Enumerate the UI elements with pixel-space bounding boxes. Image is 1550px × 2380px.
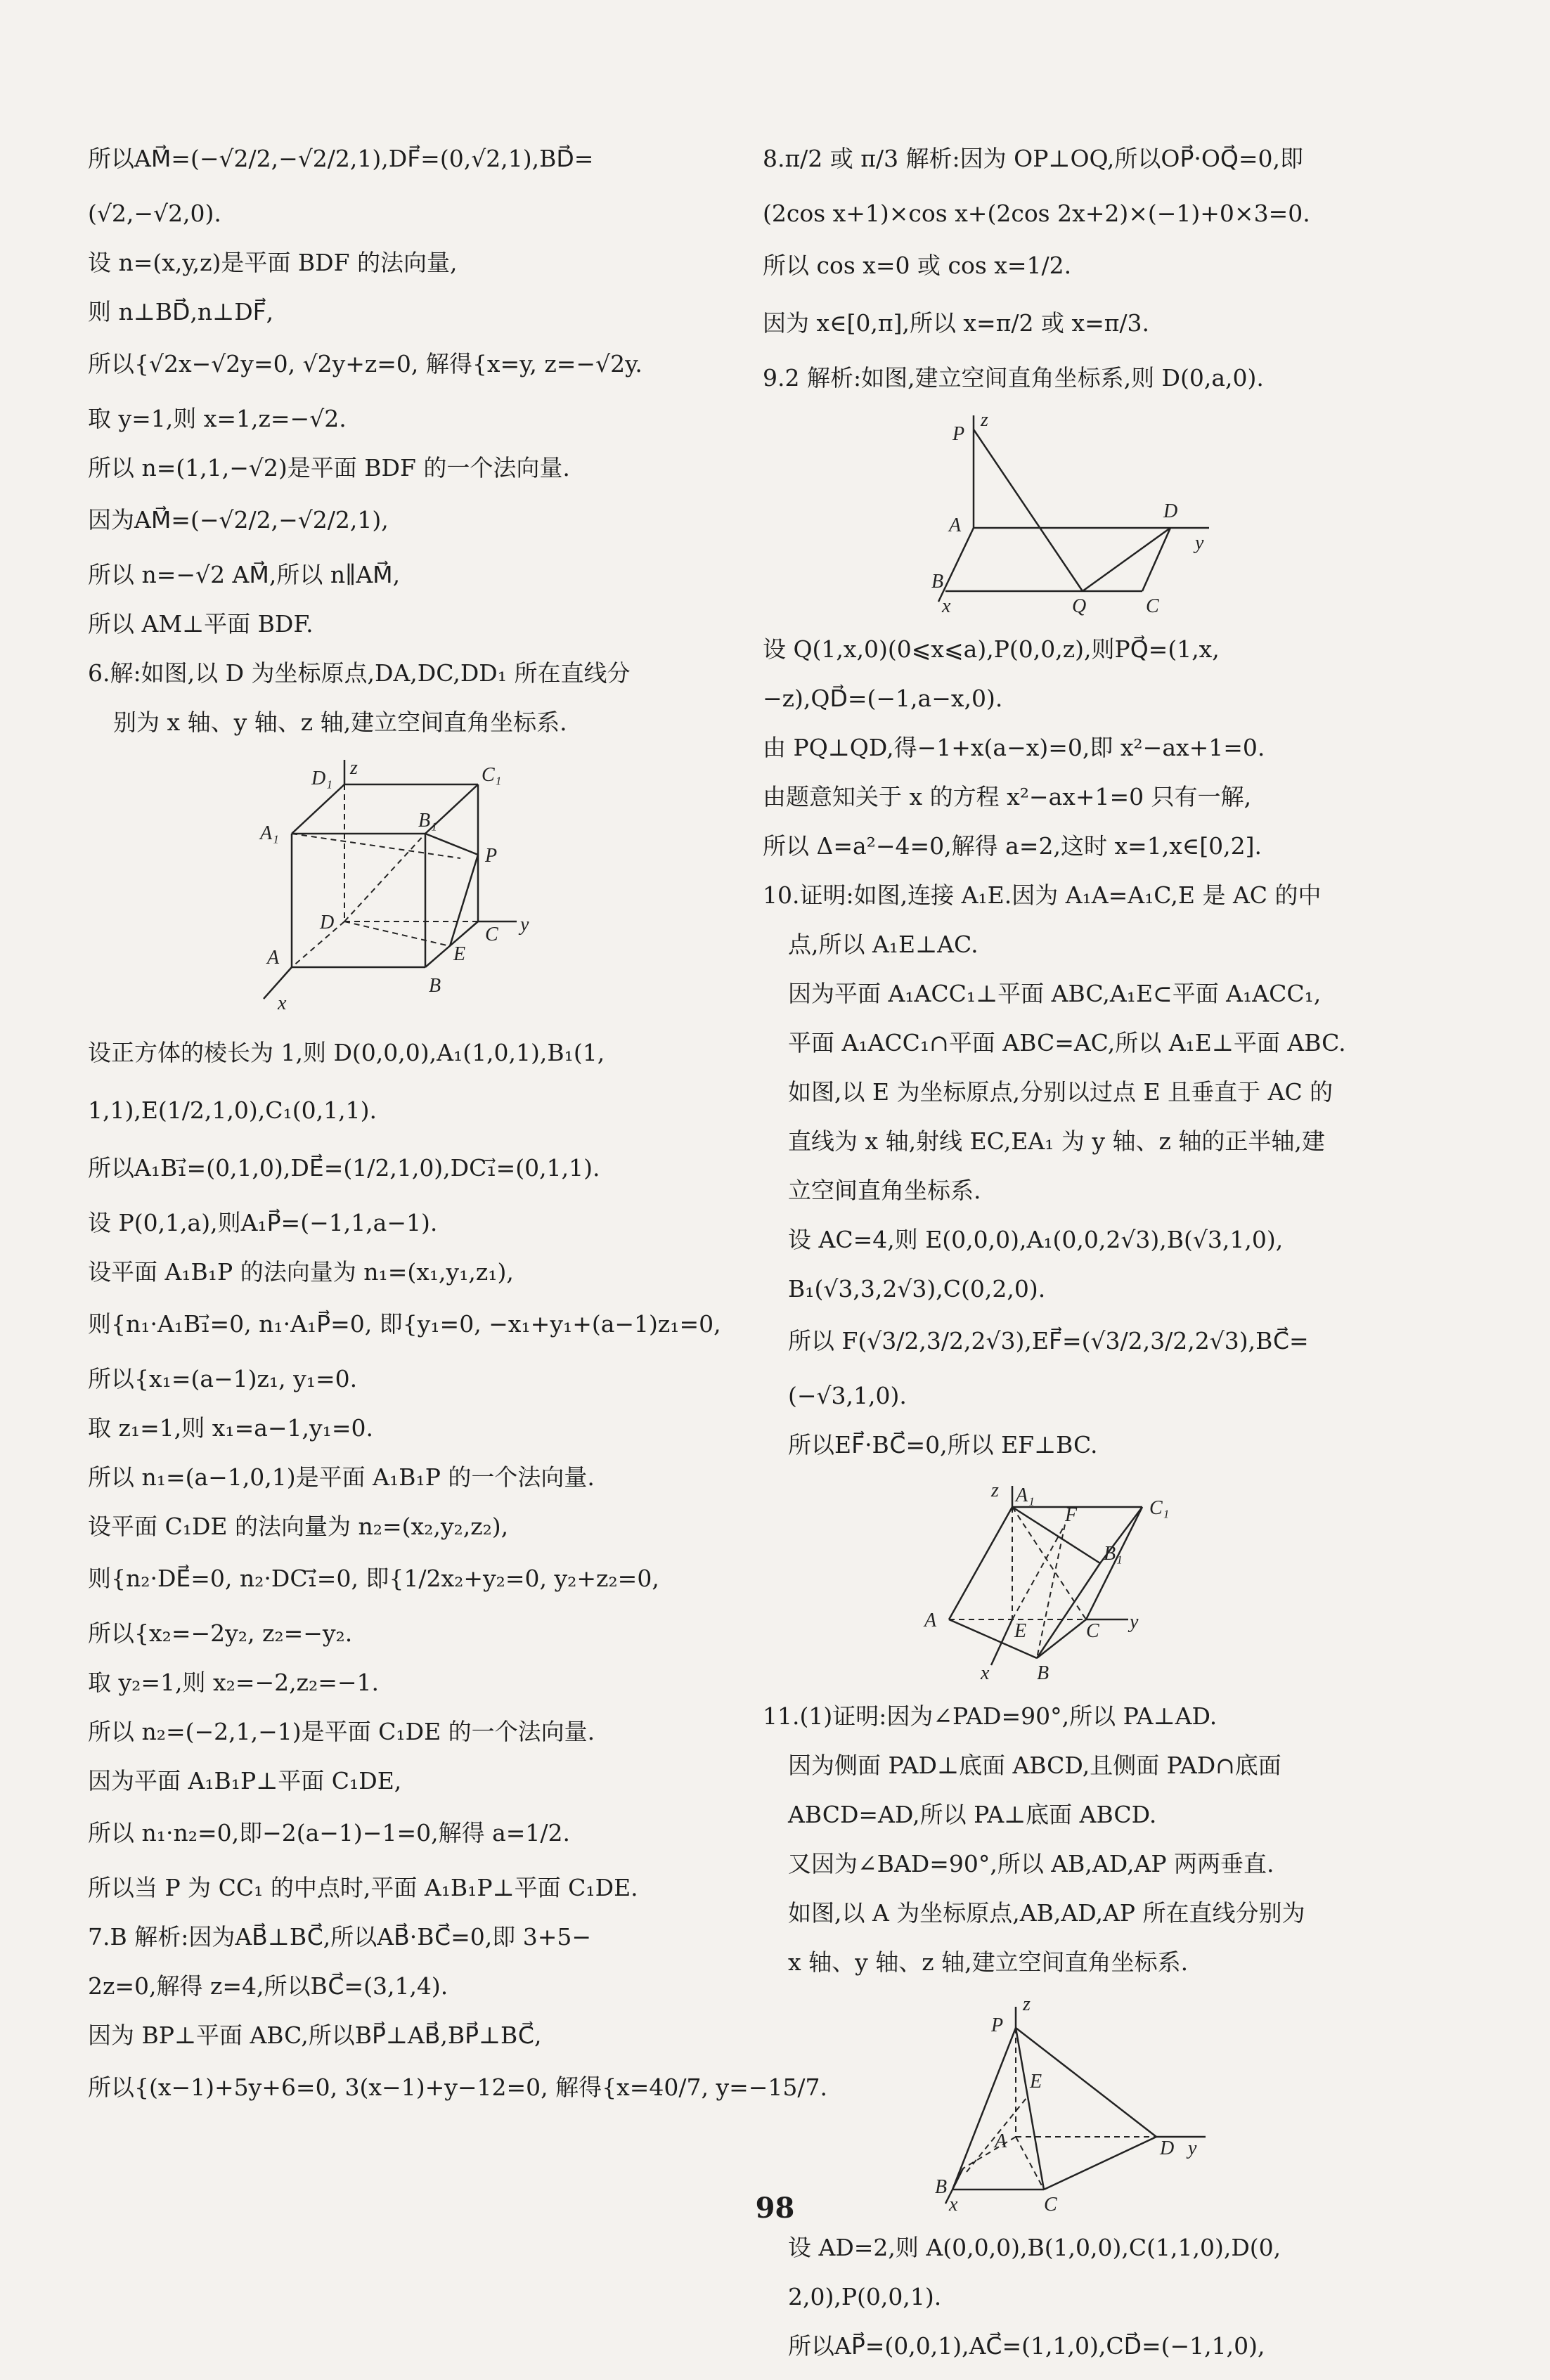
- cube-diagram: [250, 756, 545, 1016]
- text-line: 9.2 解析:如图,建立空间直角坐标系,则 D(0,a,0).: [763, 364, 1264, 392]
- label-A1: A₁: [1016, 1485, 1035, 1506]
- text-line: 设 Q(1,x,0)(0⩽x⩽a),P(0,0,z),则PQ⃗=(1,x,: [763, 635, 1220, 663]
- text-line: B₁(√3,3,2√3),C(0,2,0).: [788, 1275, 1046, 1302]
- text-line: 点,所以 A₁E⊥AC.: [788, 931, 979, 958]
- text-line: 所以 n₂=(−2,1,−1)是平面 C₁DE 的一个法向量.: [88, 1718, 595, 1745]
- text-line: 所以 n₁·n₂=0,即−2(a−1)−1=0,解得 a=1/2.: [88, 1819, 570, 1847]
- label-C: C: [1146, 595, 1159, 617]
- label-D: D: [320, 912, 335, 933]
- text-line: 所以 cos x=0 或 cos x=1/2.: [763, 252, 1072, 279]
- text-line: 因为侧面 PAD⊥底面 ABCD,且侧面 PAD∩底面: [788, 1752, 1281, 1779]
- label-E: E: [1030, 2071, 1042, 2093]
- text-line: 则 n⊥BD⃗,n⊥DF⃗,: [88, 298, 274, 325]
- label-x: x: [949, 2194, 958, 2216]
- label-C1: C₁: [482, 764, 502, 786]
- label-D1: D₁: [311, 768, 332, 789]
- label-A: A: [995, 2130, 1007, 2152]
- label-z: z: [981, 409, 988, 431]
- label-y: y: [1195, 532, 1204, 554]
- text-line: 直线为 x 轴,射线 EC,EA₁ 为 y 轴、z 轴的正半轴,建: [788, 1127, 1325, 1155]
- pyramid-figure-11: [763, 1993, 1381, 2216]
- text-line: 所以 AM⊥平面 BDF.: [88, 610, 314, 638]
- text-line: 则{n₂·DE⃗=0, n₂·DC₁⃗=0, 即{1/2x₂+y₂=0, y₂+z₂=0,: [88, 1565, 659, 1592]
- text-line: 所以 n=−√2 AM⃗,所以 n∥AM⃗,: [88, 561, 401, 588]
- label-C: C: [1086, 1620, 1099, 1642]
- text-line: 1,1),E(1/2,1,0),C₁(0,1,1).: [88, 1097, 377, 1124]
- pyramid-diagram-11: [924, 1993, 1220, 2216]
- label-B: B: [1037, 1662, 1050, 1684]
- text-line: (−√3,1,0).: [788, 1382, 907, 1409]
- label-C: C: [485, 924, 498, 945]
- text-line: 立空间直角坐标系.: [788, 1177, 981, 1204]
- prism-figure-10: [763, 1479, 1381, 1683]
- label-A: A: [949, 515, 962, 536]
- text-line: 2z=0,解得 z=4,所以BC⃗=(3,1,4).: [88, 1972, 448, 2000]
- label-P: P: [485, 845, 498, 867]
- label-y: y: [520, 914, 529, 936]
- text-line: 所以{(x−1)+5y+6=0, 3(x−1)+y−12=0, 解得{x=40/7, y=−15/7.: [88, 2074, 828, 2101]
- label-E: E: [1014, 1620, 1027, 1642]
- text-line: 所以当 P 为 CC₁ 的中点时,平面 A₁B₁P⊥平面 C₁DE.: [88, 1874, 638, 1901]
- label-C1: C₁: [1149, 1497, 1170, 1519]
- text-line: 设 AD=2,则 A(0,0,0),B(1,0,0),C(1,1,0),D(0,: [788, 2234, 1281, 2261]
- text-line: 11.(1)证明:因为∠PAD=90°,所以 PA⊥AD.: [763, 1702, 1218, 1730]
- text-line: ABCD=AD,所以 PA⊥底面 ABCD.: [788, 1801, 1157, 1828]
- label-Q: Q: [1072, 595, 1087, 617]
- text-line: 所以A₁B₁⃗=(0,1,0),DE⃗=(1/2,1,0),DC₁⃗=(0,1,1).: [88, 1154, 600, 1182]
- label-D: D: [1160, 2138, 1175, 2159]
- label-z: z: [350, 757, 358, 779]
- text-line: 设 AC=4,则 E(0,0,0),A₁(0,0,2√3),B(√3,1,0),: [788, 1226, 1284, 1253]
- text-line: 所以{√2x−√2y=0, √2y+z=0, 解得{x=y, z=−√2y.: [88, 350, 642, 377]
- label-B: B: [429, 975, 441, 997]
- text-line: 取 z₁=1,则 x₁=a−1,y₁=0.: [88, 1414, 374, 1442]
- label-B1: B₁: [418, 810, 437, 832]
- text-line: −z),QD⃗=(−1,a−x,0).: [763, 685, 1003, 712]
- text-line: 设平面 A₁B₁P 的法向量为 n₁=(x₁,y₁,z₁),: [88, 1258, 514, 1286]
- page-number: 98: [755, 2192, 795, 2225]
- text-line: 因为AM⃗=(−√2/2,−√2/2,1),: [88, 506, 389, 533]
- text-line: 平面 A₁ACC₁∩平面 ABC=AC,所以 A₁E⊥平面 ABC.: [788, 1029, 1346, 1056]
- label-y: y: [1188, 2138, 1197, 2159]
- left-column: [88, 141, 828, 2127]
- text-line: 因为 x∈[0,π],所以 x=π/2 或 x=π/3.: [763, 309, 1150, 337]
- text-line: 别为 x 轴、y 轴、z 轴,建立空间直角坐标系.: [113, 709, 567, 736]
- label-P: P: [991, 2014, 1004, 2036]
- label-y: y: [1130, 1611, 1139, 1633]
- text-line: 设正方体的棱长为 1,则 D(0,0,0),A₁(1,0,1),B₁(1,: [88, 1039, 605, 1066]
- text-line: 因为平面 A₁B₁P⊥平面 C₁DE,: [88, 1767, 402, 1794]
- text-line: x 轴、y 轴、z 轴,建立空间直角坐标系.: [788, 1948, 1189, 1976]
- text-line: 取 y₂=1,则 x₂=−2,z₂=−1.: [88, 1669, 380, 1696]
- text-line: 所以{x₁=(a−1)z₁, y₁=0.: [88, 1365, 358, 1392]
- cube-figure: [88, 756, 706, 1016]
- text-line: 则{n₁·A₁B₁⃗=0, n₁·A₁P⃗=0, 即{y₁=0, −x₁+y₁+(a−1)z₁=0,: [88, 1310, 721, 1338]
- label-A1: A₁: [260, 822, 279, 844]
- text-line: 2,0),P(0,0,1).: [788, 2283, 942, 2310]
- text-line: 取 y=1,则 x=1,z=−√2.: [88, 405, 347, 432]
- text-line: 如图,以 E 为坐标原点,分别以过点 E 且垂直于 AC 的: [788, 1078, 1333, 1106]
- text-line: 所以EF⃗·BC⃗=0,所以 EF⊥BC.: [788, 1431, 1098, 1459]
- text-line: 所以 Δ=a²−4=0,解得 a=2,这时 x=1,x∈[0,2].: [763, 832, 1262, 860]
- text-line: 由 PQ⊥QD,得−1+x(a−x)=0,即 x²−ax+1=0.: [763, 734, 1265, 761]
- text-line: 如图,以 A 为坐标原点,AB,AD,AP 所在直线分别为: [788, 1899, 1305, 1927]
- text-line: 所以 n₁=(a−1,0,1)是平面 A₁B₁P 的一个法向量.: [88, 1463, 595, 1491]
- label-E: E: [453, 943, 466, 965]
- text-line: 所以{x₂=−2y₂, z₂=−y₂.: [88, 1619, 353, 1647]
- label-C: C: [1044, 2194, 1057, 2216]
- label-B1: B₁: [1104, 1543, 1123, 1565]
- text-line: 所以 n=(1,1,−√2)是平面 BDF 的一个法向量.: [88, 454, 570, 481]
- prism-diagram-10: [924, 1479, 1220, 1683]
- text-line: 设 P(0,1,a),则A₁P⃗=(−1,1,a−1).: [88, 1209, 438, 1236]
- label-P: P: [952, 423, 965, 445]
- label-B: B: [935, 2176, 948, 2198]
- pyramid-figure-9: [763, 409, 1381, 617]
- text-line: 10.证明:如图,连接 A₁E.因为 A₁A=A₁C,E 是 AC 的中: [763, 881, 1322, 909]
- label-x: x: [942, 595, 951, 617]
- text-line: 6.解:如图,以 D 为坐标原点,DA,DC,DD₁ 所在直线分: [88, 659, 631, 687]
- text-line: 由题意知关于 x 的方程 x²−ax+1=0 只有一解,: [763, 783, 1252, 810]
- right-column: [763, 141, 1381, 2380]
- text-line: 因为平面 A₁ACC₁⊥平面 ABC,A₁E⊂平面 A₁ACC₁,: [788, 980, 1322, 1007]
- text-line: 设平面 C₁DE 的法向量为 n₂=(x₂,y₂,z₂),: [88, 1513, 509, 1540]
- label-F: F: [1065, 1504, 1078, 1526]
- text-line: 所以AP⃗=(0,0,1),AC⃗=(1,1,0),CD⃗=(−1,1,0),: [788, 2332, 1265, 2360]
- text-line: 7.B 解析:因为AB⃗⊥BC⃗,所以AB⃗·BC⃗=0,即 3+5−: [88, 1923, 592, 1951]
- label-z: z: [1023, 1993, 1031, 2015]
- label-D: D: [1163, 500, 1178, 522]
- text-line: (√2,−√2,0).: [88, 200, 221, 227]
- text-line: 因为 BP⊥平面 ABC,所以BP⃗⊥AB⃗,BP⃗⊥BC⃗,: [88, 2022, 542, 2049]
- label-x: x: [278, 992, 287, 1014]
- label-A: A: [924, 1610, 937, 1631]
- text-line: 所以AM⃗=(−√2/2,−√2/2,1),DF⃗=(0,√2,1),BD⃗=: [88, 145, 594, 172]
- text-line: 又因为∠BAD=90°,所以 AB,AD,AP 两两垂直.: [788, 1850, 1274, 1877]
- label-B: B: [931, 571, 944, 593]
- text-line: 设 n=(x,y,z)是平面 BDF 的法向量,: [88, 249, 458, 276]
- label-z: z: [991, 1480, 999, 1501]
- text-line: (2cos x+1)×cos x+(2cos 2x+2)×(−1)+0×3=0.: [763, 200, 1310, 227]
- pyramid-diagram-9: [931, 409, 1213, 617]
- label-x: x: [981, 1662, 990, 1684]
- label-A: A: [267, 947, 280, 969]
- text-line: 所以 F(√3/2,3/2,2√3),EF⃗=(√3/2,3/2,2√3),BC⃗=: [788, 1327, 1309, 1354]
- text-line: 8.π/2 或 π/3 解析:因为 OP⊥OQ,所以OP⃗·OQ⃗=0,即: [763, 145, 1304, 172]
